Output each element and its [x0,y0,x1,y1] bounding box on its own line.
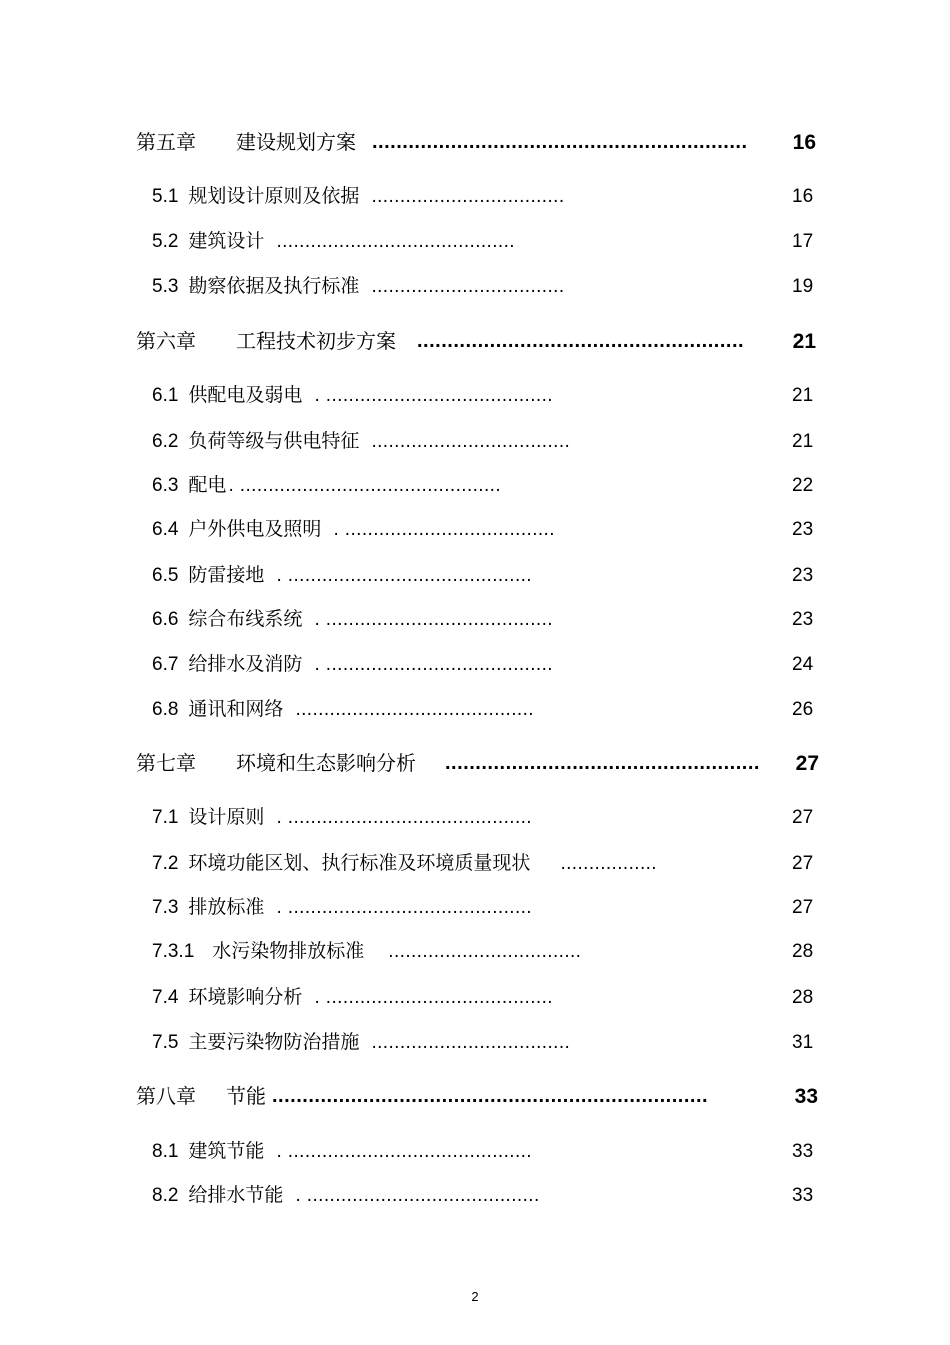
toc-section-7-3-1[interactable] [152,940,814,962]
section-title: 环境功能区划、执行标准及环境质量现状 [188,852,531,874]
section-number: 8.1 [152,1141,179,1162]
leader-dots: .............................................................. [372,132,748,152]
section-number: 5.3 [152,276,179,297]
section-page-number: 17 [792,231,814,252]
section-title: 勘察依据及执行标准 [188,275,360,297]
section-page-number: 27 [792,807,814,828]
toc-section-5-1[interactable] [152,185,814,207]
chapter-title: 建设规划方案 [236,130,356,154]
toc-section-6-5[interactable] [152,564,814,586]
toc-section-5-2[interactable] [152,230,814,252]
toc-section-8-1[interactable] [152,1140,814,1162]
chapter-title: 节能 [226,1084,266,1108]
toc-section-5-3[interactable] [152,275,814,297]
section-title: 主要污染物防治措施 [188,1031,360,1053]
leader-dots: . ......................................... [295,1185,540,1206]
section-title: 配电 [188,474,227,496]
section-number: 7.4 [152,987,179,1008]
leader-dots: ...................................................... [417,331,745,351]
leader-dots: ................................... [371,1032,571,1053]
section-page-number: 23 [792,609,814,630]
leader-dots: .................................................... [445,753,760,773]
section-page-number: 28 [792,987,814,1008]
leader-dots: . ..................................... [333,519,555,540]
leader-dots: .................................. [388,941,582,962]
chapter-page-number: 33 [794,1085,818,1108]
leader-dots: . ........................................... [276,897,532,918]
section-page-number: 23 [792,565,814,586]
toc-section-6-7[interactable] [152,653,814,675]
section-page-number: 27 [792,853,814,874]
section-number: 6.2 [152,431,179,452]
toc-section-7-1[interactable] [152,806,814,828]
section-title: 给排水及消防 [188,653,303,675]
section-title: 防雷接地 [188,564,265,586]
leader-dots: ................. [560,853,657,874]
chapter-title: 环境和生态影响分析 [236,751,416,775]
section-title: 排放标准 [188,896,265,918]
leader-dots: . ........................................... [276,807,532,828]
section-page-number: 23 [792,519,814,540]
section-page-number: 26 [792,699,814,720]
chapter-label: 第八章 [136,1084,196,1108]
section-page-number: 21 [792,431,814,452]
section-number: 5.1 [152,186,179,207]
leader-dots: . .............................................. [228,475,502,496]
toc-chapter-5[interactable] [136,132,816,156]
section-title: 负荷等级与供电特征 [188,430,360,452]
section-number: 8.2 [152,1185,179,1206]
toc-section-6-1[interactable] [152,384,814,406]
section-page-number: 19 [792,276,814,297]
toc-chapter-6[interactable] [136,331,816,355]
section-number: 6.8 [152,699,179,720]
section-page-number: 33 [792,1141,814,1162]
section-page-number: 33 [792,1185,814,1206]
toc-chapter-8[interactable] [136,1086,818,1110]
toc-section-6-6[interactable] [152,608,814,630]
section-title: 供配电及弱电 [188,384,303,406]
section-number: 7.1 [152,807,179,828]
section-page-number: 28 [792,941,814,962]
leader-dots: . ........................................... [276,1141,532,1162]
chapter-label: 第六章 [136,329,196,353]
section-number: 7.3.1 [152,941,195,962]
section-title: 给排水节能 [188,1184,284,1206]
leader-dots: . ........................................ [314,987,553,1008]
section-number: 6.6 [152,609,179,630]
section-page-number: 24 [792,654,814,675]
section-page-number: 27 [792,897,814,918]
chapter-label: 第五章 [136,130,196,154]
leader-dots: ................................... [371,431,571,452]
leader-dots: . ........................................ [314,654,553,675]
section-page-number: 21 [792,385,814,406]
toc-section-6-8[interactable] [152,698,814,720]
leader-dots: . ........................................ [314,609,553,630]
section-page-number: 31 [792,1032,814,1053]
toc-section-8-2[interactable] [152,1184,814,1206]
chapter-title: 工程技术初步方案 [236,329,396,353]
leader-dots: .................................. [371,186,565,207]
leader-dots: .......................................... [295,699,534,720]
section-title: 建筑节能 [188,1140,265,1162]
section-title: 综合布线系统 [188,608,303,630]
section-number: 6.4 [152,519,179,540]
section-number: 6.7 [152,654,179,675]
toc-section-6-3[interactable] [152,474,814,496]
toc-chapter-7[interactable] [136,753,819,777]
section-number: 6.1 [152,385,179,406]
toc-section-7-4[interactable] [152,986,814,1008]
toc-section-6-4[interactable] [152,518,814,540]
toc-section-7-5[interactable] [152,1031,814,1053]
leader-dots: .......................................... [276,231,515,252]
toc-section-7-3[interactable] [152,896,814,918]
leader-dots: . ........................................... [276,565,532,586]
section-number: 5.2 [152,231,179,252]
section-page-number: 22 [792,475,814,496]
section-number: 7.3 [152,897,179,918]
section-title: 规划设计原则及依据 [188,185,360,207]
leader-dots: ........................................................................ [272,1086,709,1106]
section-title: 建筑设计 [188,230,265,252]
section-number: 6.5 [152,565,179,586]
section-number: 7.5 [152,1032,179,1053]
section-number: 6.3 [152,475,179,496]
page-number: 2 [471,1289,479,1304]
section-page-number: 16 [792,186,814,207]
chapter-page-number: 21 [792,330,816,353]
section-title: 设计原则 [188,806,265,828]
section-title: 环境影响分析 [188,986,303,1008]
leader-dots: .................................. [371,276,565,297]
toc-section-6-2[interactable] [152,430,814,452]
leader-dots: . ........................................ [314,385,553,406]
chapter-page-number: 27 [795,752,819,775]
chapter-page-number: 16 [792,131,816,154]
section-title: 水污染物排放标准 [212,940,365,962]
chapter-label: 第七章 [136,751,196,775]
section-number: 7.2 [152,853,179,874]
section-title: 户外供电及照明 [188,518,322,540]
section-title: 通讯和网络 [188,698,284,720]
toc-section-7-2[interactable] [152,852,814,874]
